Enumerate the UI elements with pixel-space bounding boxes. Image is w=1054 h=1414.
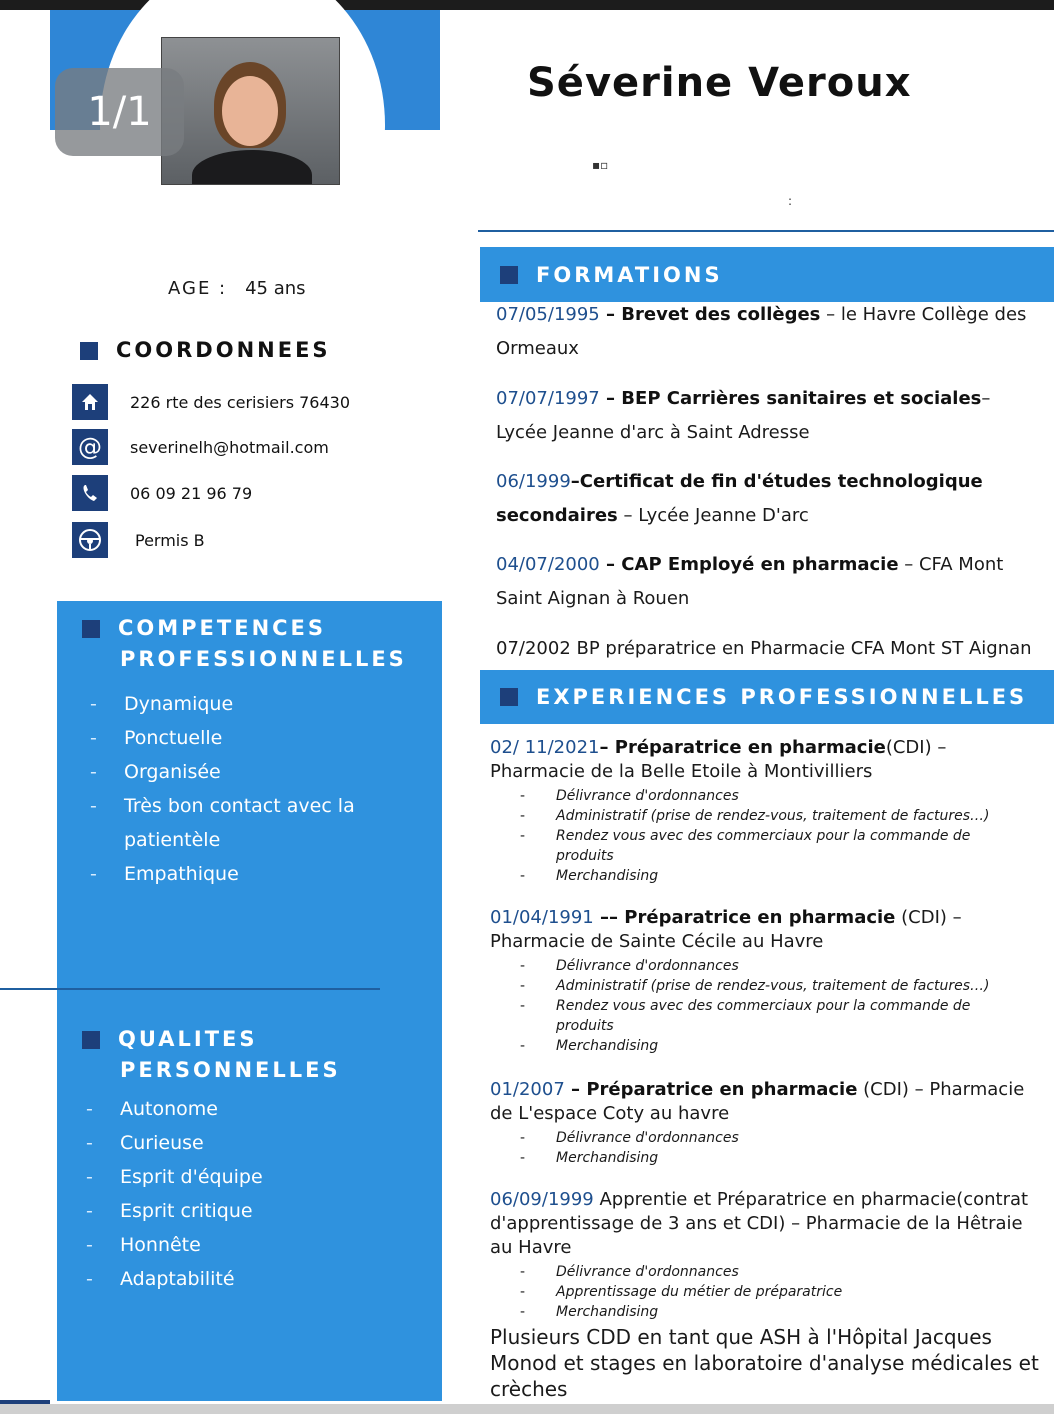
task-item: - Délivrance d'ordonnances	[520, 1264, 739, 1280]
candidate-name: Séverine Veroux	[527, 60, 912, 106]
competence-item	[90, 721, 355, 755]
bullet-dash	[90, 823, 124, 857]
competence-item	[90, 755, 355, 789]
phone-text[interactable]: 06 09 21 96 79	[130, 483, 253, 503]
qualite-item-label: Esprit d'équipe	[120, 1166, 263, 1188]
formation-item: 04/07/2000 – CAP Employé en pharmacie – CFA Mont Saint Aignan à Rouen	[496, 554, 1004, 609]
competence-item	[90, 823, 355, 857]
other-experience: Plusieurs CDD en tant que ASH à l'Hôpital Jacques Monod et stages en laboratoire d'analyse médicales et crèches	[490, 1325, 1039, 1401]
age-value: 45 ans	[245, 278, 306, 299]
formations-heading: FORMATIONS	[480, 247, 1054, 302]
task-item: - Délivrance d'ordonnances	[520, 788, 739, 804]
email-row	[72, 429, 329, 465]
experience-item: 01/2007 – Préparatrice en pharmacie (CDI) – Pharmacie de L'espace Coty au havre - Délivrance d'ordonnances - Merchandising	[490, 1078, 1045, 1168]
permis-row	[72, 522, 205, 558]
experience-item: 01/04/1991 –– Préparatrice en pharmacie (CDI) – Pharmacie de Sainte Cécile au Havre - Délivrance d'ordonnances - Administratif (prise de rendez-vous, traitement de factures…) - Rendez vous avec des commerciaux pour la commande de produits - Merchandising	[490, 906, 1045, 1056]
qualite-item	[86, 1092, 263, 1126]
task-item: - Merchandising	[520, 868, 659, 884]
profile-photo	[161, 37, 340, 185]
qualite-item-label: Curieuse	[120, 1132, 204, 1154]
bottom-bar	[0, 1404, 1054, 1414]
task-list	[520, 786, 1045, 886]
bullet-dash: -	[90, 727, 97, 749]
competences-heading: COMPETENCES PROFESSIONNELLES	[82, 613, 407, 675]
task-item: - Délivrance d'ordonnances	[520, 958, 739, 974]
experiences-heading: EXPERIENCES PROFESSIONNELLES	[480, 670, 1054, 724]
formation-item: 07/07/1997 – BEP Carrières sanitaires et sociales– Lycée Jeanne d'arc à Saint Adresse	[496, 388, 991, 443]
bullet-dash: -	[86, 1234, 93, 1256]
task-list	[520, 1262, 1045, 1322]
at-icon: @	[72, 429, 108, 465]
task-item: - Merchandising	[520, 1038, 659, 1054]
bullet-dash: -	[90, 795, 97, 817]
phone-row	[72, 475, 252, 511]
competence-item	[90, 857, 355, 891]
age-line	[168, 278, 306, 299]
heading-square-icon	[500, 266, 518, 284]
coordonnees-heading: COORDONNEES	[80, 338, 331, 362]
heading-square-icon	[80, 342, 98, 360]
phone-icon	[72, 475, 108, 511]
bullet-dash: -	[90, 693, 97, 715]
scan-speck: ▪▫	[592, 158, 609, 172]
bullet-dash: -	[86, 1132, 93, 1154]
task-item: - Rendez vous avec des commerciaux pour la commande de produits	[520, 828, 971, 864]
heading-square-icon	[500, 688, 518, 706]
competence-item-label: Ponctuelle	[124, 727, 223, 749]
heading-square-icon	[82, 1031, 100, 1049]
page-counter: 1/1	[55, 68, 184, 156]
competence-item	[90, 687, 355, 721]
task-list	[520, 1128, 1045, 1168]
left-divider	[0, 988, 380, 990]
address-row	[72, 384, 350, 420]
title-divider	[478, 230, 1054, 232]
qualite-item-label: Adaptabilité	[120, 1268, 235, 1290]
qualite-item	[86, 1262, 263, 1296]
formation-item: 07/05/1995 – Brevet des collèges – le Havre Collège des Ormeaux	[496, 304, 1027, 359]
home-icon	[72, 384, 108, 420]
competence-item-label: patientèle	[124, 829, 221, 851]
bullet-dash: -	[86, 1268, 93, 1290]
formation-item: 06/1999–Certificat de fin d'études technologique secondaires – Lycée Jeanne D'arc	[496, 471, 983, 526]
bullet-dash: -	[90, 761, 97, 783]
experience-item: 02/ 11/2021– Préparatrice en pharmacie(CDI) – Pharmacie de la Belle Etoile à Montivilliers - Délivrance d'ordonnances - Administratif (prise de rendez-vous, traitement de factures…) - Rendez vous avec des commerciaux pour la commande de produits - Merchandising	[490, 736, 1045, 886]
qualites-heading: QUALITES PERSONNELLES	[82, 1024, 341, 1086]
qualite-item-label: Honnête	[120, 1234, 201, 1256]
competence-item-label: Très bon contact avec la	[124, 795, 355, 817]
qualites-list	[86, 1092, 263, 1296]
formation-item: 07/2002 BP préparatrice en Pharmacie CFA Mont ST Aignan	[496, 638, 1032, 659]
address-text: 226 rte des cerisiers 76430	[130, 392, 351, 412]
qualite-item	[86, 1126, 263, 1160]
competence-item-label: Organisée	[124, 761, 221, 783]
task-item: - Merchandising	[520, 1150, 659, 1166]
competence-item-label: Empathique	[124, 863, 239, 885]
qualite-item-label: Esprit critique	[120, 1200, 253, 1222]
qualite-item-label: Autonome	[120, 1098, 218, 1120]
competence-item	[90, 789, 355, 823]
scan-speck: :	[788, 194, 793, 208]
age-label: AGE :	[168, 278, 228, 299]
bullet-dash: -	[86, 1166, 93, 1188]
task-list	[520, 956, 1045, 1056]
bullet-dash: -	[86, 1200, 93, 1222]
qualite-item	[86, 1160, 263, 1194]
competences-list	[90, 687, 355, 891]
task-item: - Administratif (prise de rendez-vous, traitement de factures…)	[520, 978, 990, 994]
permis-text: Permis B	[135, 530, 205, 550]
competence-item-label: Dynamique	[124, 693, 234, 715]
task-item: - Administratif (prise de rendez-vous, traitement de factures…)	[520, 808, 990, 824]
steering-wheel-icon	[72, 522, 108, 558]
task-item: - Rendez vous avec des commerciaux pour la commande de produits	[520, 998, 971, 1034]
qualite-item	[86, 1194, 263, 1228]
experience-item: 06/09/1999 Apprentie et Préparatrice en pharmacie(contrat d'apprentissage de 3 ans et CDI) – Pharmacie de la Hêtraie au Havre - Délivrance d'ordonnances - Apprentissage du métier de préparatrice - Merchandising	[490, 1188, 1045, 1322]
email-text[interactable]: severinelh@hotmail.com	[130, 437, 329, 457]
heading-square-icon	[82, 620, 100, 638]
bullet-dash: -	[86, 1098, 93, 1120]
qualite-item	[86, 1228, 263, 1262]
task-item: - Apprentissage du métier de préparatrice	[520, 1284, 843, 1300]
bullet-dash: -	[90, 863, 97, 885]
task-item: - Délivrance d'ordonnances	[520, 1130, 739, 1146]
task-item: - Merchandising	[520, 1304, 659, 1320]
